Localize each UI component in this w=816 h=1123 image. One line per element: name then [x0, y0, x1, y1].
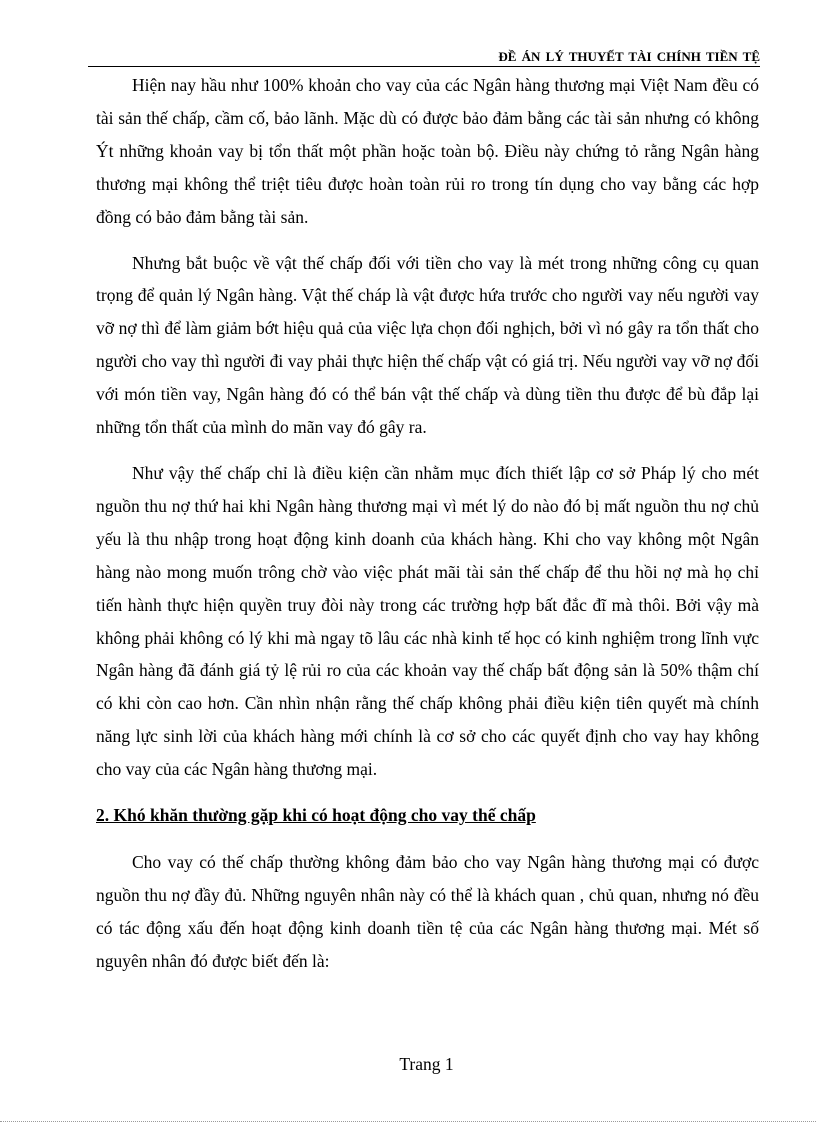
page-bottom-divider: [0, 1121, 816, 1122]
paragraph: Như vậy thế chấp chỉ là điều kiện cần nhằm mục đích thiết lập cơ sở Pháp lý cho mét nguồn thu nợ thứ hai khi Ngân hàng thương mại vì mét lý do nào đó bị mất nguồn thu nợ chủ yếu là thu nhập trong hoạt động kinh doanh của khách hàng. Khi cho vay không một Ngân hàng nào mong muốn trông chờ vào việc phát mãi tài sản thế chấp để thu hồi nợ mà họ chỉ tiến hành thực hiện quyền truy đòi này trong các trường hợp bất đắc đĩ mà thôi. Bởi vậy mà không phải không có lý khi mà ngay tõ lâu các nhà kinh tế học có kinh nghiệm trong lĩnh vực Ngân hàng đã đánh giá tỷ lệ rủi ro của các khoản vay thế chấp bất động sản là 50% thậm chí có khi còn cao hơn. Cần nhìn nhận rằng thế chấp không phải điều kiện tiên quyết mà chính năng lực sinh lời của khách hàng mới chính là cơ sở cho các quyết định cho vay hay không cho vay của các Ngân hàng thương mại.: [96, 462, 759, 780]
header-title: ĐỀ ÁN LÝ THUYẾT TÀI CHÍNH TIỀN TỆ: [498, 49, 760, 64]
paragraph: Cho vay có thế chấp thường không đảm bảo cho vay Ngân hàng thương mại có được nguồn thu nợ đầy đủ. Những nguyên nhân này có thể là khách quan , chủ quan, nhưng nó đều có tác động xấu đến hoạt động kinh doanh tiền tệ của các Ngân hàng thương mại. Mét số nguyên nhân đó được biết đến là:: [96, 851, 759, 971]
document-body: [96, 69, 759, 991]
paragraph: Nhưng bắt buộc về vật thế chấp đối với tiền cho vay là mét trong những công cụ quan trọng để quản lý Ngân hàng. Vật thế cháp là vật được hứa trước cho người vay nếu người vay vỡ nợ thì để làm giảm bớt hiệu quả của việc lựa chọn đối nghịch, bởi vì nó gây ra tổn thất cho người cho vay thì người đi vay phải thực hiện thế chấp vật có giá trị. Nếu người vay vỡ nợ đối với món tiền vay, Ngân hàng đó có thể bán vật thế chấp và dùng tiền thu được để bù đắp lại những tổn thất của mình do mãn vay đó gây ra.: [96, 252, 759, 438]
page-number: Trang 1: [399, 1054, 454, 1074]
running-header: [88, 48, 760, 67]
section-heading: 2. Khó khăn thường gặp khi có hoạt động cho vay thế chấp: [96, 805, 536, 826]
paragraph: Hiện nay hầu như 100% khoản cho vay của các Ngân hàng thương mại Việt Nam đều có tài sản thế chấp, cầm cố, bảo lãnh. Mặc dù có được bảo đảm bằng các tài sản nhưng có không Ýt những khoản vay bị tổn thất một phần hoặc toàn bộ. Điều này chứng tỏ rằng Ngân hàng thương mại không thể triệt tiêu được hoàn toàn rủi ro trong tín dụng cho vay bằng các hợp đồng có bảo đảm bằng tài sản.: [96, 75, 759, 227]
